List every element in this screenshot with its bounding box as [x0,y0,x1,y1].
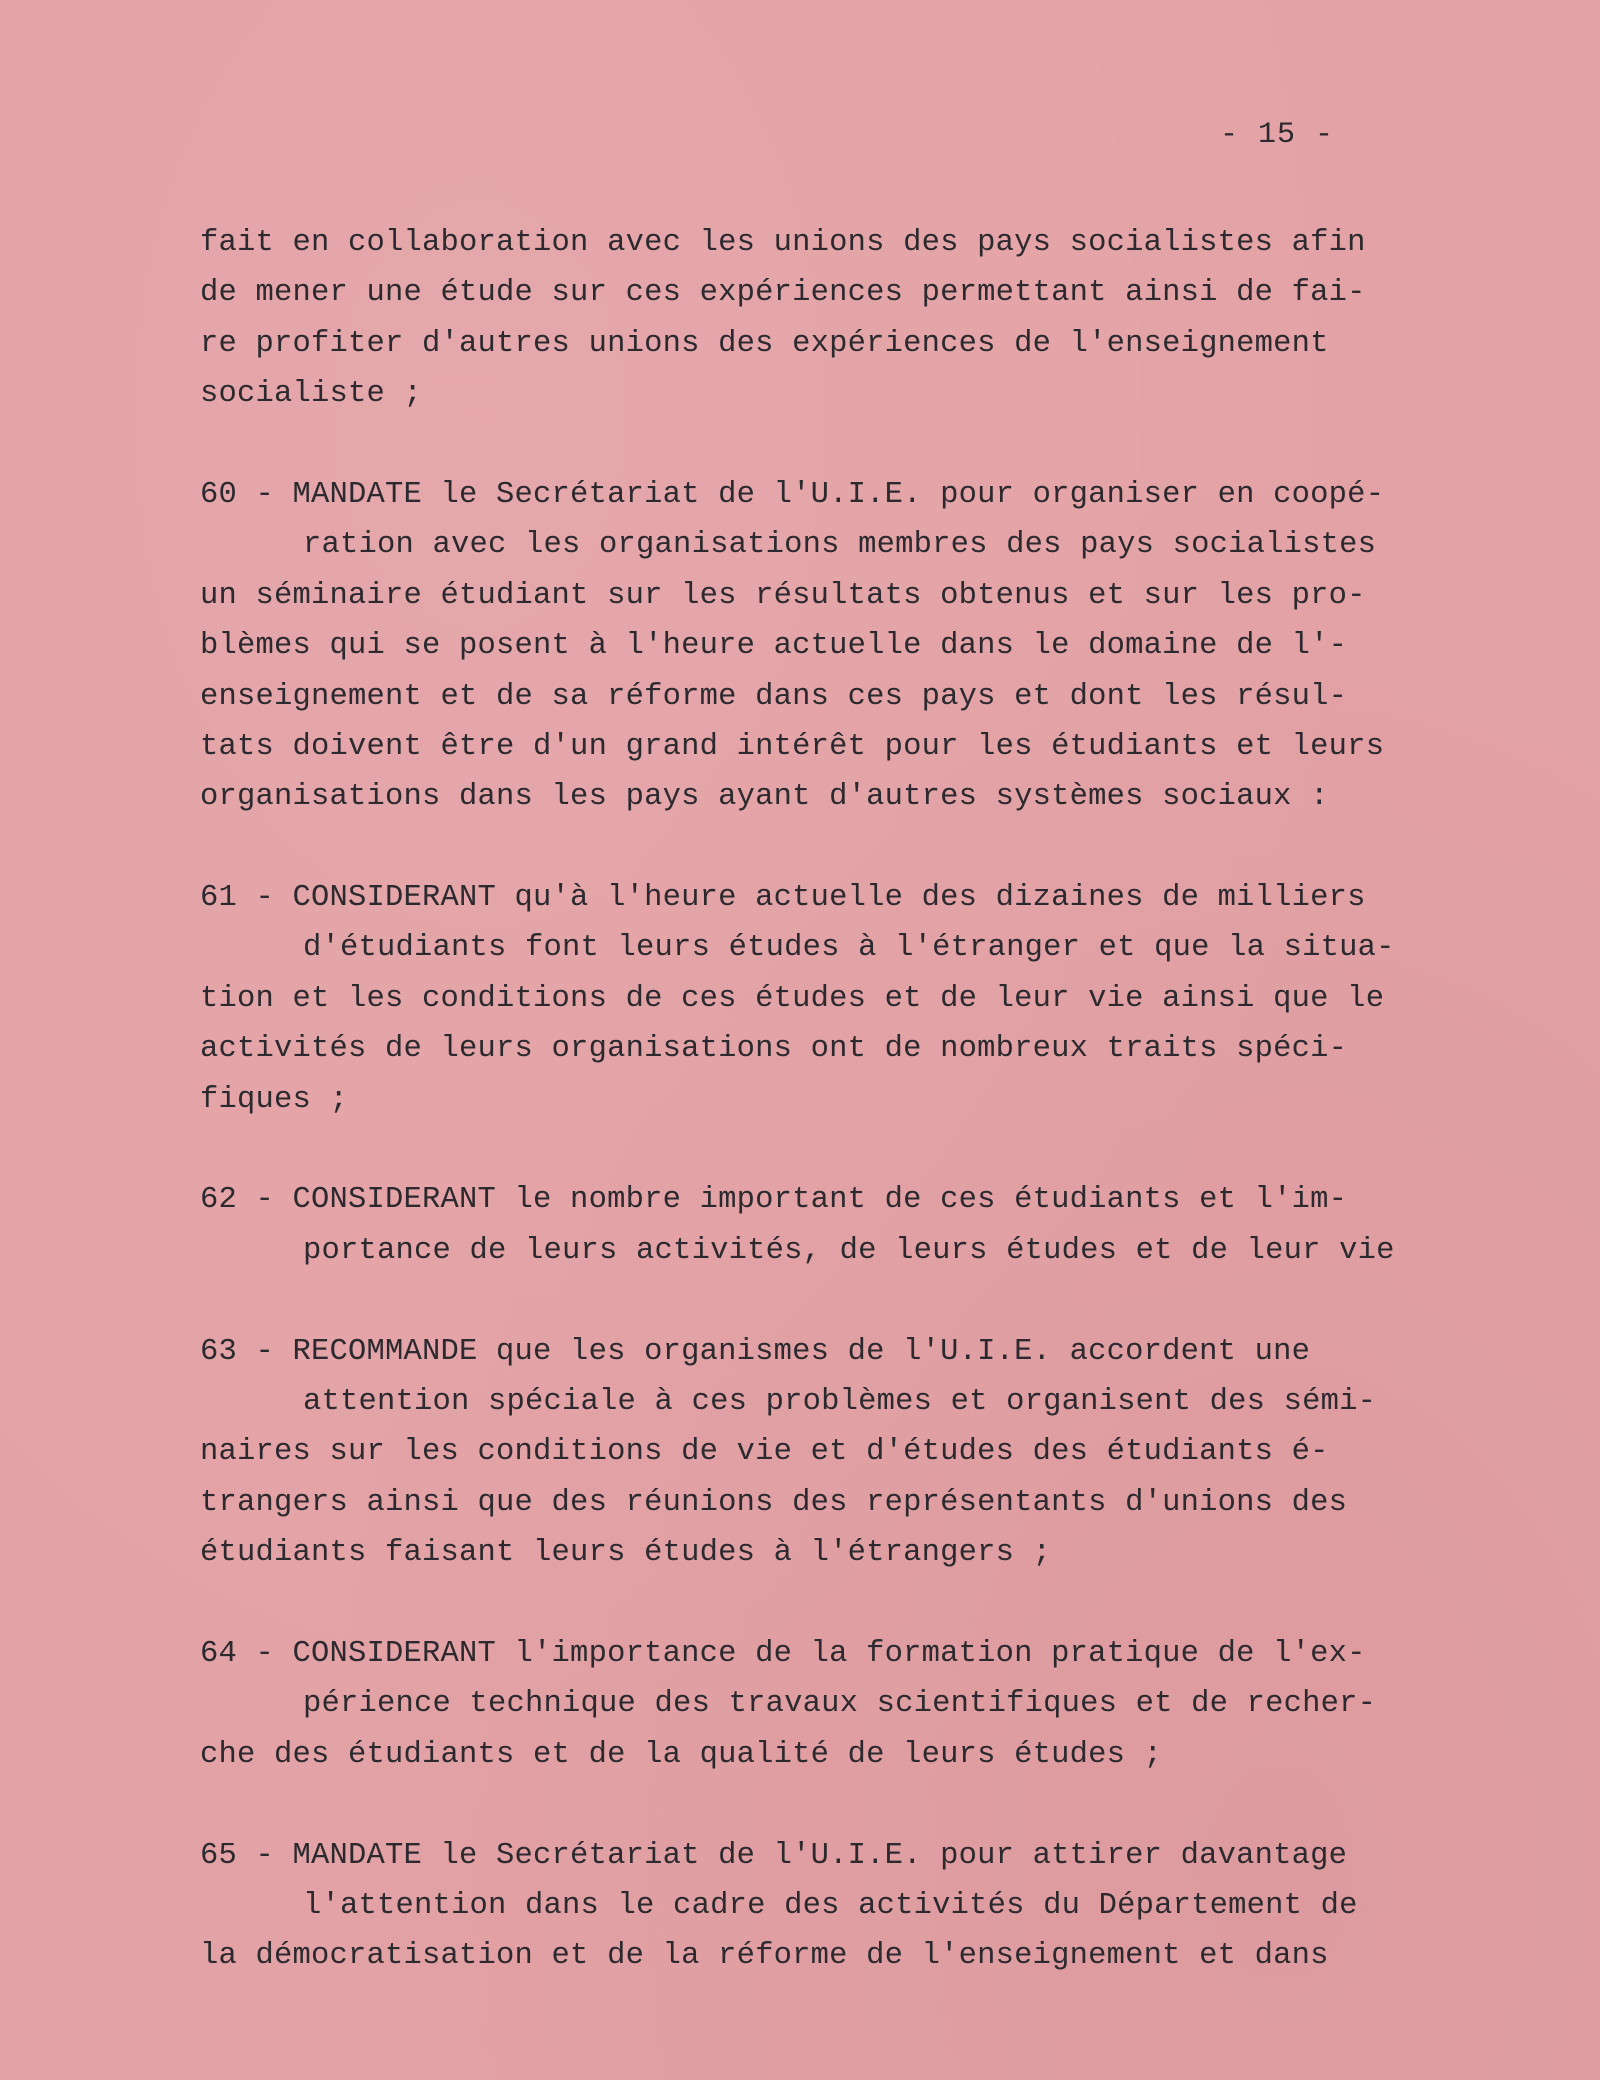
text-line: fait en collaboration avec les unions des pays socialistes afin [200,226,1366,260]
text-line: enseignement et de sa réforme dans ces pays et dont les résul- [200,679,1348,714]
text-line: tion et les conditions de ces études et de leur vie ainsi que le [200,981,1385,1016]
text-line: 63 - RECOMMANDE que les organismes de l'U.I.E. accordent une [200,1334,1311,1369]
page-number: - 15 - [1220,118,1335,152]
paragraph-65 [200,1831,1500,1982]
text-line: 62 - CONSIDERANT le nombre important de ces étudiants et l'im- [200,1183,1348,1218]
text-line: socialiste ; [200,377,423,412]
text-line: naires sur les conditions de vie et d'études des étudiants é- [200,1435,1329,1470]
text-line: blèmes qui se posent à l'heure actuelle dans le domaine de l'- [200,629,1348,664]
paragraph-60 [200,470,1500,823]
text-line: l'attention dans le cadre des activités du Département de [303,1888,1358,1923]
paragraph-64 [200,1629,1500,1780]
text-line: activités de leurs organisations ont de nombreux traits spéci- [200,1032,1348,1067]
paragraph-63 [200,1327,1500,1579]
text-line: fiques ; [200,1082,349,1117]
text-line: de mener une étude sur ces expériences permettant ainsi de fai- [200,276,1366,311]
paragraph-62 [200,1175,1500,1276]
paragraph-61 [200,873,1500,1125]
text-line: la démocratisation et de la réforme de l'enseignement et dans [200,1939,1329,1974]
text-line: un séminaire étudiant sur les résultats obtenus et sur les pro- [200,578,1366,613]
text-line: périence technique des travaux scientifiques et de recher- [303,1687,1377,1722]
text-line: étudiants faisant leurs études à l'étrangers ; [200,1536,1052,1571]
text-line: attention spéciale à ces problèmes et organisent des sémi- [303,1384,1377,1419]
text-line: organisations dans les pays ayant d'autres systèmes sociaux : [200,780,1329,815]
paragraph-continuation [200,218,1500,420]
text-line: portance de leurs activités, de leurs études et de leur vie [303,1233,1395,1268]
text-line: re profiter d'autres unions des expériences de l'enseignement [200,326,1329,361]
text-line: tats doivent être d'un grand intérêt pour les étudiants et leurs [200,729,1385,764]
text-line: d'étudiants font leurs études à l'étranger et que la situa- [303,931,1395,966]
text-line: 60 - MANDATE le Secrétariat de l'U.I.E. pour organiser en coopé- [200,477,1385,512]
text-line: trangers ainsi que des réunions des représentants d'unions des [200,1485,1348,1520]
text-line: 61 - CONSIDERANT qu'à l'heure actuelle des dizaines de milliers [200,881,1366,916]
text-line: ration avec les organisations membres des pays socialistes [303,528,1377,563]
text-line: 65 - MANDATE le Secrétariat de l'U.I.E. pour attirer davantage [200,1838,1348,1873]
text-line: che des étudiants et de la qualité de leurs études ; [200,1737,1163,1772]
text-line: 64 - CONSIDERANT l'importance de la formation pratique de l'ex- [200,1636,1366,1671]
document-body [200,218,1500,1982]
